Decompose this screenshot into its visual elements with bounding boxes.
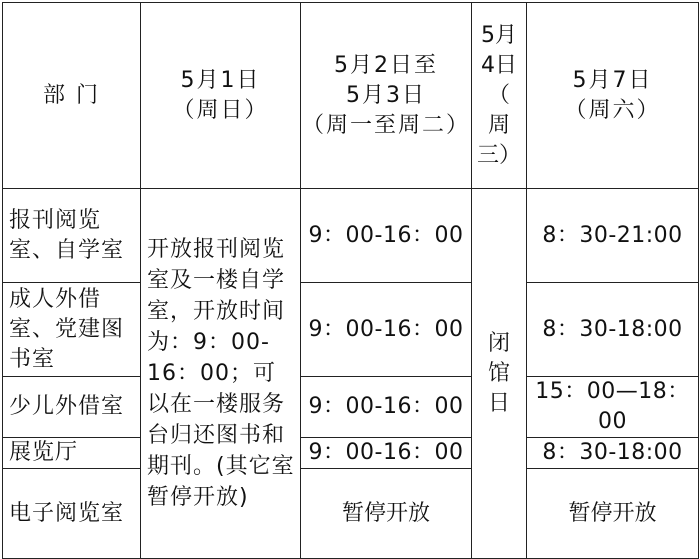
holiday-opening-schedule-table	[2, 2, 699, 559]
table-row	[3, 377, 699, 438]
table-row	[3, 469, 699, 559]
may7-cell: 8：30-21:00	[527, 189, 699, 283]
dept-cell: 电子阅览室	[3, 469, 141, 559]
may2-3-cell: 9：00-16：00	[301, 189, 472, 283]
may7-cell: 暂停开放	[527, 469, 699, 559]
may4-closed-cell: 闭 馆 日	[472, 189, 527, 559]
header-may4: 5月 4日 （ 周 三）	[472, 3, 527, 189]
header-may7: 5月7日 （周六）	[527, 3, 699, 189]
dept-cell: 成人外借室、党建图书室	[3, 283, 141, 377]
may7-cell: 15：00—18：00	[527, 377, 699, 438]
may2-3-cell: 暂停开放	[301, 469, 472, 559]
header-row	[3, 3, 699, 189]
may7-cell: 8：30-18:00	[527, 438, 699, 469]
may1-note-cell: 开放报刊阅览室及一楼自学室，开放时间为：9：00-16：00；可以在一楼服务台归还图书和期刊。(其它室暂停开放)	[141, 189, 301, 559]
table-row	[3, 438, 699, 469]
dept-cell: 报刊阅览室、自学室	[3, 189, 141, 283]
dept-cell: 少儿外借室	[3, 377, 141, 438]
header-dept: 部 门	[3, 3, 141, 189]
may2-3-cell: 9：00-16：00	[301, 438, 472, 469]
may7-cell: 8：30-18:00	[527, 283, 699, 377]
table-row	[3, 189, 699, 283]
header-may1: 5月1日 （周日）	[141, 3, 301, 189]
dept-cell: 展览厅	[3, 438, 141, 469]
may2-3-cell: 9：00-16：00	[301, 283, 472, 377]
header-may2-3: 5月2日至 5月3日 （周一至周二）	[301, 3, 472, 189]
may2-3-cell: 9：00-16：00	[301, 377, 472, 438]
table-row	[3, 283, 699, 377]
